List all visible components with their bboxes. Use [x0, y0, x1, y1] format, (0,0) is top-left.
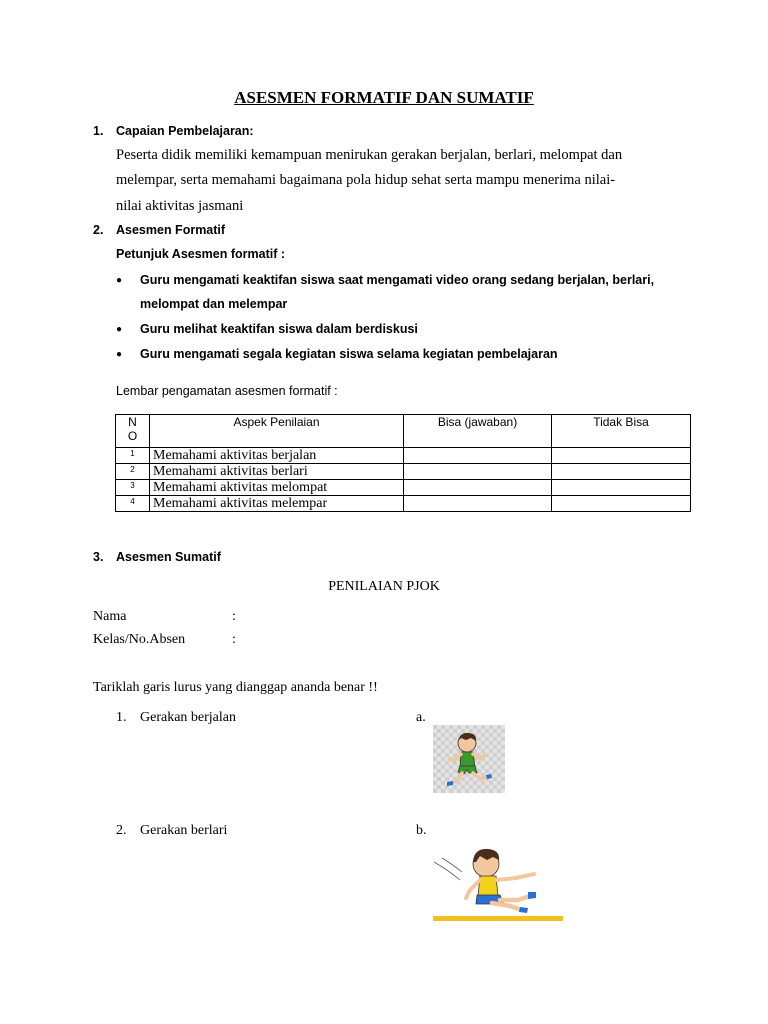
row-number: 3 — [116, 480, 150, 496]
capaian-line-1: Peserta didik memiliki kemampuan menirukan gerakan berjalan, berlari, melompat dan — [116, 147, 623, 163]
header-no: N O — [116, 415, 150, 448]
row-tidak-bisa-cell[interactable] — [552, 448, 691, 464]
document-title: ASESMEN FORMATIF DAN SUMATIF — [234, 88, 534, 107]
row-tidak-bisa-cell[interactable] — [552, 464, 691, 480]
header-aspek: Aspek Penilaian — [150, 415, 404, 448]
row-number: 4 — [116, 496, 150, 512]
table-row — [116, 464, 691, 480]
kelas-label: Kelas/No.Absen — [93, 632, 186, 647]
table-header-row — [116, 415, 691, 448]
section-3-title: Asesmen Sumatif — [116, 550, 221, 564]
row-tidak-bisa-cell[interactable] — [552, 496, 691, 512]
item-2-number: 2. — [116, 823, 127, 838]
row-number: 2 — [116, 464, 150, 480]
item-1-text: Gerakan berjalan — [140, 710, 236, 725]
row-tidak-bisa-cell[interactable] — [552, 480, 691, 496]
row-bisa-cell[interactable] — [404, 480, 552, 496]
bullet-dot-icon: ● — [116, 275, 123, 286]
nama-label: Nama — [93, 609, 127, 624]
capaian-line-2: melempar, serta memahami bagaimana pola hidup sehat serta mampu menerima nilai- — [116, 172, 616, 188]
observation-table — [115, 414, 691, 512]
kelas-colon: : — [232, 632, 236, 647]
option-b-label: b. — [416, 823, 427, 838]
row-number: 1 — [116, 448, 150, 464]
sheet-label: Lembar pengamatan asesmen formatif : — [116, 384, 338, 398]
item-1-number: 1. — [116, 710, 127, 725]
bullet-2: Guru melihat keaktifan siswa dalam berdiskusi — [140, 322, 418, 336]
header-bisa: Bisa (jawaban) — [404, 415, 552, 448]
row-aspek: Memahami aktivitas melompat — [150, 480, 404, 496]
section-3-number: 3. — [93, 550, 104, 564]
option-a-label: a. — [416, 710, 426, 725]
sumatif-heading: PENILAIAN PJOK — [328, 579, 440, 594]
header-tidak-bisa: Tidak Bisa — [552, 415, 691, 448]
item-2-text: Gerakan berlari — [140, 823, 228, 838]
row-bisa-cell[interactable] — [404, 448, 552, 464]
section-2-title: Asesmen Formatif — [116, 223, 226, 237]
running-boy-image — [433, 725, 505, 793]
bullet-dot-icon: ● — [116, 324, 123, 335]
section-2-number: 2. — [93, 223, 104, 237]
nama-colon: : — [232, 609, 236, 624]
bullet-1-line-2: melompat dan melempar — [140, 297, 288, 311]
bullet-3: Guru mengamati segala kegiatan siswa selama kegiatan pembelajaran — [140, 347, 558, 361]
capaian-line-3: nilai aktivitas jasmani — [116, 198, 244, 214]
bullet-1-line-1: Guru mengamati keaktifan siswa saat mengamati video orang sedang berjalan, berlari, — [140, 273, 655, 287]
bullet-dot-icon: ● — [116, 349, 123, 360]
row-bisa-cell[interactable] — [404, 496, 552, 512]
section-1-number: 1. — [93, 124, 104, 138]
long-jump-image — [430, 840, 565, 925]
table-row — [116, 448, 691, 464]
row-aspek: Memahami aktivitas berjalan — [150, 448, 404, 464]
table-row — [116, 480, 691, 496]
row-bisa-cell[interactable] — [404, 464, 552, 480]
row-aspek: Memahami aktivitas melempar — [150, 496, 404, 512]
formatif-instruction: Petunjuk Asesmen formatif : — [116, 247, 286, 261]
section-1-title: Capaian Pembelajaran: — [116, 124, 254, 138]
row-aspek: Memahami aktivitas berlari — [150, 464, 404, 480]
table-row — [116, 496, 691, 512]
sumatif-instruction: Tariklah garis lurus yang dianggap ananda benar !! — [93, 680, 378, 695]
